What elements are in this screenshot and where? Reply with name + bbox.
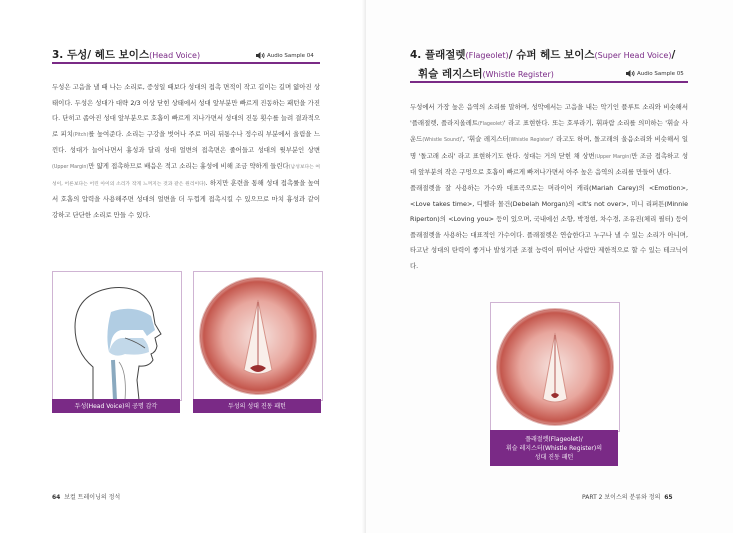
flageolet-vocal-fold-figure bbox=[490, 302, 620, 432]
section-title-flageolet: 4. 플래절렛(Flageolet)/ 슈퍼 헤드 보이스(Super Head Voice)/ bbox=[410, 49, 676, 61]
caption-flageolet bbox=[490, 430, 618, 466]
paragraph: 두성은 고음을 낼 때 나는 소리로, 증성일 때보다 성대의 접촉 면적이 작고 길이는 길며 얇아진 상태이다. 두성은 성대가 대략 2/3 이상 닫힌 상태에서 성대 앞부분만 빠르게 진동하는 패턴을 가진다. 단히고 좁아진 성대 앞부분으로 호흡이 빠르게 지나가면서 성대의 진동 횟수를 늘려 결과적으로 피치(Pitch)를 높여준다. 소리는 구강을 벗어나 주로 머리 뒤통수나 정수리 부분에서 울림을 느낀다. 성대가 늘어나면서 흉성과 달리 성대 얼변의 접촉면은 줄어들고 성대의 윗부분인 상변(Upper Margin)만 얇게 접촉하므로 배음은 적고 소리는 흉성에 비해 조금 약하게 들린다(남성보다는 여성이, 어른보다는 어린 아이의 소리가 작게 느껴지는 것과 같은 원리이다). 하지만 훈련을 통해 성대 접촉률을 높여서 호흡의 압력을 사용해주면 성대의 얼변을 더 두껍게 접촉시킬 수 있으므로 마치 흉성과 같이 강하고 단단한 소리로 만들 수 있다. bbox=[52, 83, 320, 219]
speaker-icon bbox=[256, 52, 265, 59]
right-page bbox=[366, 0, 733, 533]
chapter-title: 보이스의 분류와 정의 bbox=[604, 494, 661, 501]
title-rule bbox=[52, 62, 320, 64]
section-title-whistle: 휘슬 레지스터(Whistle Register) bbox=[418, 68, 554, 80]
left-footer bbox=[52, 492, 120, 501]
right-footer bbox=[582, 492, 673, 501]
section-title-en: (Head Voice) bbox=[149, 51, 201, 60]
vocal-fold-figure bbox=[193, 271, 323, 401]
caption-vocal-fold: 두성의 성대 진동 패턴 bbox=[193, 399, 321, 413]
head-resonance-illustration bbox=[53, 272, 181, 400]
head-resonance-figure bbox=[52, 271, 182, 401]
audio-label: Audio Sample 05 bbox=[637, 70, 684, 77]
caption-head-resonance: 두성(Head Voice)의 공명 감각 bbox=[52, 399, 180, 413]
section-title-ko: 3. 두성/ 헤드 보이스 bbox=[52, 49, 150, 61]
part-label: PART 2 bbox=[582, 494, 603, 501]
title-rule bbox=[410, 81, 688, 83]
flageolet-body bbox=[410, 100, 688, 275]
left-page bbox=[0, 0, 366, 533]
audio-sample-05[interactable] bbox=[626, 70, 684, 77]
head-voice-body bbox=[52, 80, 320, 223]
paragraph: 플래절렛을 잘 사용하는 가수와 대표곡으로는 머라이어 캐리(Mariah Carey)의 <Emotion>, <Love takes time>, 디벨라 몰건(Debelah Morgan)의 <It's not over>, 미니 리퍼튼(Minnie Riperton)의 <Loving you> 등이 있으며, 국내에선 소향, 박정현, 차수경, 조유진(체리 필터) 등이 플래절렛을 사용하는 대표적인 가수이다. 플래절렛은 연습한다고 누구나 낼 수 있는 소리가 아니며, 타고난 성대의 탄력이 좋거나 발성기관 조절 능력이 뛰어난 사람만 제한적으로 할 수 있는 테크닉이다. bbox=[410, 183, 688, 270]
small-note: (남성보다는 여성이, 어른보다는 어린 아이의 소리가 작게 느껴지는 것과 같은 원리이다) bbox=[52, 164, 320, 187]
audio-sample-04[interactable] bbox=[256, 52, 314, 59]
book-title: 보컬 트레이닝의 정석 bbox=[64, 494, 121, 501]
caption-line: 성대 진동 패턴 bbox=[534, 453, 574, 461]
flageolet-vocal-fold-photo bbox=[491, 303, 619, 431]
speaker-icon bbox=[626, 70, 635, 77]
page-number: 64 bbox=[52, 494, 61, 501]
paragraph: 두성에서 가장 높은 음역의 소리를 말하며, 성악에서는 고음을 내는 악기인 플루트 소리와 비슷해서 '플래절렛, 플라지올레트(Flageolet)' 라고 표현한다. 또는 호루라기, 휘파람 소리를 의미하는 '휘슬 사운드(Whistle Sound)', '휘슬 레지스터(Whistle Register)' 라고도 하며, 돌고래의 울음소리와 비슷해서 일명 '돌고래 소리' 라고 표현하기도 한다. 성대는 거의 닫힌 채 상변(Upper Margin)만 조금 접촉하고 성대 앞부분의 작은 구멍으로 호흡이 빠르게 빠져나가면서 아주 높은 음역의 소리를 만들어 낸다. bbox=[410, 103, 689, 177]
pitch-note: (Pitch) bbox=[72, 132, 89, 138]
page-number: 65 bbox=[664, 494, 673, 501]
section-title-head-voice bbox=[52, 47, 200, 62]
audio-label: Audio Sample 04 bbox=[267, 52, 314, 59]
upper-margin-note: (Upper Margin) bbox=[52, 164, 89, 170]
caption-line: 휘슬 레지스터(Whistle Register)의 bbox=[505, 444, 602, 452]
vocal-fold-photo bbox=[194, 272, 322, 400]
caption-line: 플래절렛(Flageolet)/ bbox=[525, 435, 583, 443]
